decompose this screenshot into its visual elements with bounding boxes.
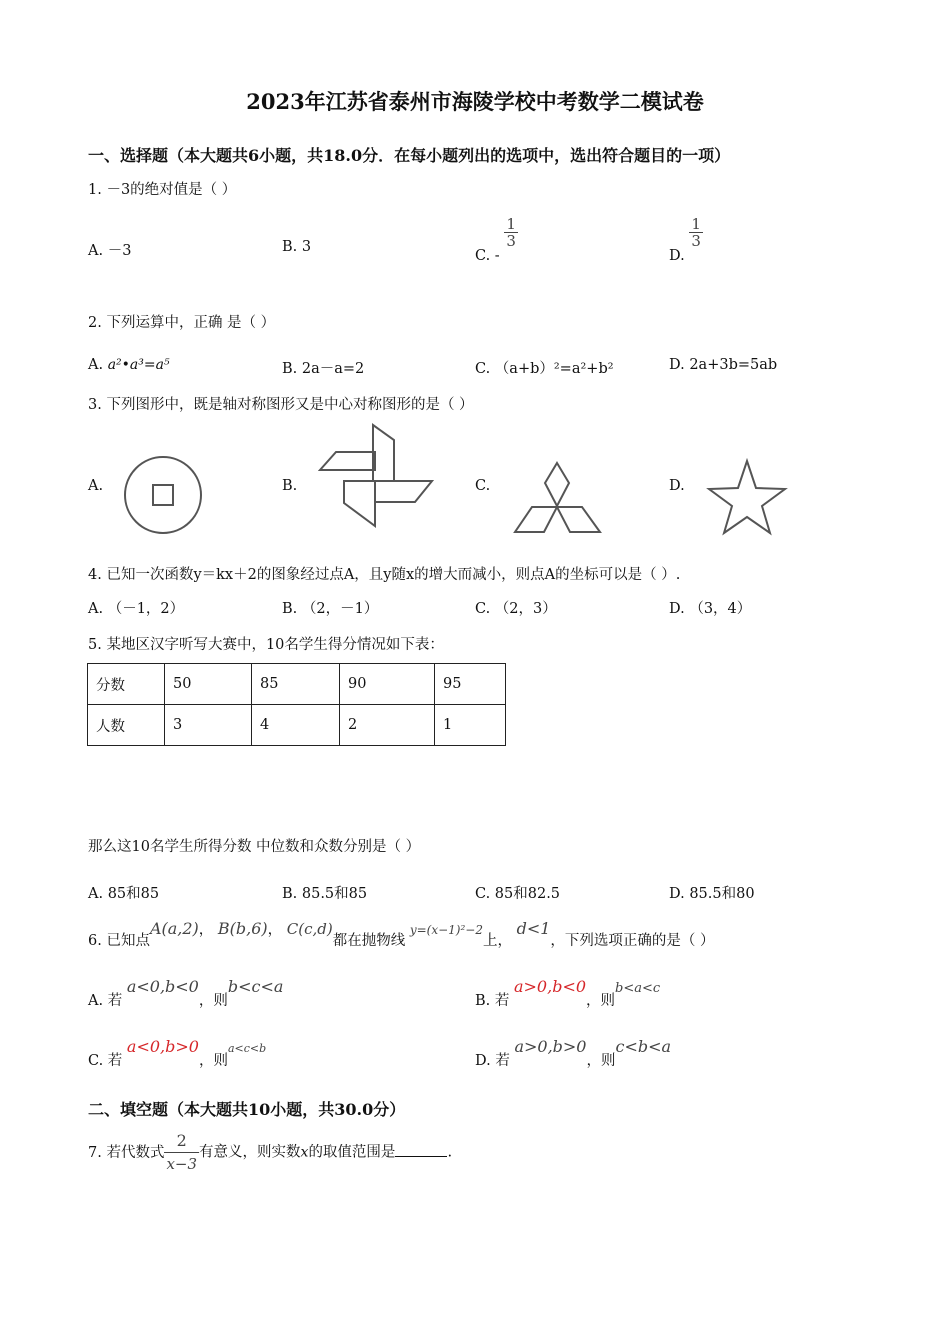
q3-option-c-label: C. xyxy=(475,478,491,494)
q1-option-b: B. 3 xyxy=(282,239,312,255)
q1-option-c-fraction xyxy=(504,216,518,249)
q6-option-d-label: D. 若 xyxy=(475,1053,510,1069)
q6-option-a xyxy=(88,976,284,1009)
q6-option-b-label: B. 若 xyxy=(475,993,510,1009)
q6-option-b-condition: a>0,b<0 xyxy=(513,977,587,996)
q6-stem-prefix: 6. 已知点 xyxy=(88,933,150,949)
q6-point-c: C(c,d) xyxy=(286,920,333,938)
q1-option-c-label: C. - xyxy=(475,247,500,264)
q7-suffix-b: 的取值范围是 xyxy=(308,1144,396,1161)
table-header-cell: 分数 xyxy=(88,664,165,705)
q6-point-a: A(a,2) xyxy=(149,919,199,938)
q6-stem-on: 上， xyxy=(482,933,512,949)
q2-option-d-label: D. xyxy=(669,357,685,373)
table-row xyxy=(88,664,506,705)
fraction-numerator: 1 xyxy=(691,215,701,233)
q7-stem xyxy=(88,1130,452,1175)
q1-option-c xyxy=(475,215,518,264)
q2-option-c-label: C. xyxy=(475,361,491,377)
q6-point-b: B(b,6) xyxy=(217,919,268,938)
fraction-denominator: 3 xyxy=(691,232,701,250)
q2-option-d-expr: 2a+3b=5ab xyxy=(689,357,778,373)
q2-option-b-expr: 2a－a=2 xyxy=(301,361,365,377)
answer-blank[interactable] xyxy=(395,1142,447,1157)
q6-option-d-condition: a>0,b>0 xyxy=(514,1037,587,1056)
table-cell: 4 xyxy=(252,705,340,746)
q5-followup: 那么这10名学生所得分数 中位数和众数分别是（ ） xyxy=(88,839,421,855)
table-cell: 90 xyxy=(340,664,435,705)
fraction-numerator: 1 xyxy=(506,215,516,233)
q6-stem-mid: 都在抛物线 xyxy=(332,933,406,949)
fraction-denominator: x−3 xyxy=(164,1152,199,1175)
star-figure xyxy=(706,458,788,536)
section-1-heading: 一、选择题（本大题共6小题，共18.0分．在每小题列出的选项中，选出符合题目的一项） xyxy=(88,146,731,165)
q6-option-d-then: ，则 xyxy=(586,1053,616,1069)
q1-stem: 1. －3的绝对值是（ ） xyxy=(88,182,237,198)
q6-stem-end: ，下列选项正确的是（ ） xyxy=(550,933,715,949)
q2-option-d xyxy=(669,357,777,373)
q7-prefix: 7. 若代数式 xyxy=(88,1144,165,1161)
q5-option-a: A. 85和85 xyxy=(88,886,160,902)
q6-condition: d<1 xyxy=(516,919,551,938)
q3-stem: 3. 下列图形中，既是轴对称图形又是中心对称图形的是（ ） xyxy=(88,397,474,413)
q4-option-c: C. （2，3） xyxy=(475,601,557,617)
q7-end: . xyxy=(447,1144,453,1161)
q6-option-d-result: c<b<a xyxy=(615,1037,672,1056)
section-2-heading: 二、填空题（本大题共10小题，共30.0分） xyxy=(88,1100,406,1119)
table-cell: 95 xyxy=(435,664,506,705)
q5-option-b: B. 85.5和85 xyxy=(282,886,368,902)
q6-option-a-then: ，则 xyxy=(198,993,228,1009)
q5-option-d: D. 85.5和80 xyxy=(669,886,755,902)
q6-option-c-label: C. 若 xyxy=(88,1053,123,1069)
q2-option-b xyxy=(282,357,364,378)
q4-option-a: A. （－1，2） xyxy=(88,601,185,617)
q5-option-c: C. 85和82.5 xyxy=(475,886,561,902)
table-cell: 3 xyxy=(165,705,252,746)
q2-option-b-label: B. xyxy=(282,361,298,377)
table-cell: 1 xyxy=(435,705,506,746)
q6-stem: 6. 已知点A(a,2)， B(b,6)， C(c,d)都在抛物线 y=(x−1)²−2上， d<1，下列选项正确的是（ ） xyxy=(88,919,715,949)
q6-option-c-condition: a<0,b>0 xyxy=(126,1037,199,1056)
q6-option-c xyxy=(88,1036,267,1069)
q4-option-d: D. （3，4） xyxy=(669,601,752,617)
q2-stem: 2. 下列运算中，正确 是（ ） xyxy=(88,315,276,331)
q7-suffix-a: 有意义，则实数 xyxy=(199,1144,301,1161)
q3-option-b-label: B. xyxy=(282,478,298,494)
fraction-denominator: 3 xyxy=(506,232,516,250)
q7-variable: x xyxy=(300,1144,309,1161)
q2-option-a-label: A. xyxy=(88,357,104,373)
q6-option-b xyxy=(475,976,661,1009)
table-cell: 50 xyxy=(165,664,252,705)
q1-option-d-label: D. xyxy=(669,247,685,264)
page-title: 2023年江苏省泰州市海陵学校中考数学二模试卷 xyxy=(246,89,704,114)
fraction-numerator: 2 xyxy=(176,1131,187,1150)
q2-option-c xyxy=(475,357,614,378)
three-diamonds-figure xyxy=(512,460,604,538)
q2-option-c-expr: （a+b）²=a²+b² xyxy=(494,361,614,377)
q6-option-a-condition: a<0,b<0 xyxy=(126,977,199,996)
q3-option-a-label: A. xyxy=(88,478,104,494)
q4-option-b: B. （2，－1） xyxy=(282,601,379,617)
q6-option-b-result: b<a<c xyxy=(615,981,661,996)
q6-option-c-then: ，则 xyxy=(198,1053,228,1069)
table-cell: 85 xyxy=(252,664,340,705)
q3-option-d-label: D. xyxy=(669,478,685,494)
table-cell: 2 xyxy=(340,705,435,746)
q6-option-d xyxy=(475,1036,672,1069)
q6-parabola: y=(x−1)²−2 xyxy=(409,923,483,937)
score-table xyxy=(87,663,506,746)
table-row xyxy=(88,705,506,746)
q2-option-a xyxy=(88,357,170,373)
q6-option-c-result: a<c<b xyxy=(227,1042,267,1055)
q6-option-b-then: ，则 xyxy=(586,993,616,1009)
q1-option-d-fraction xyxy=(689,216,703,249)
pinwheel-figure xyxy=(318,423,436,531)
q7-fraction xyxy=(164,1130,199,1175)
q6-option-a-result: b<c<a xyxy=(227,977,284,996)
q1-option-d xyxy=(669,215,703,264)
coin-figure xyxy=(122,454,204,536)
table-header-cell: 人数 xyxy=(88,705,165,746)
q1-option-a: A. －3 xyxy=(88,243,132,259)
q6-option-a-label: A. 若 xyxy=(88,993,123,1009)
q4-stem: 4. 已知一次函数y＝kx＋2的图象经过点A，且y随x的增大而减小，则点A的坐标可以是（ ）. xyxy=(88,567,681,583)
q5-stem: 5. 某地区汉字听写大赛中，10名学生得分情况如下表： xyxy=(88,637,444,653)
q2-option-a-expr: a²•a³=a⁵ xyxy=(107,357,170,373)
